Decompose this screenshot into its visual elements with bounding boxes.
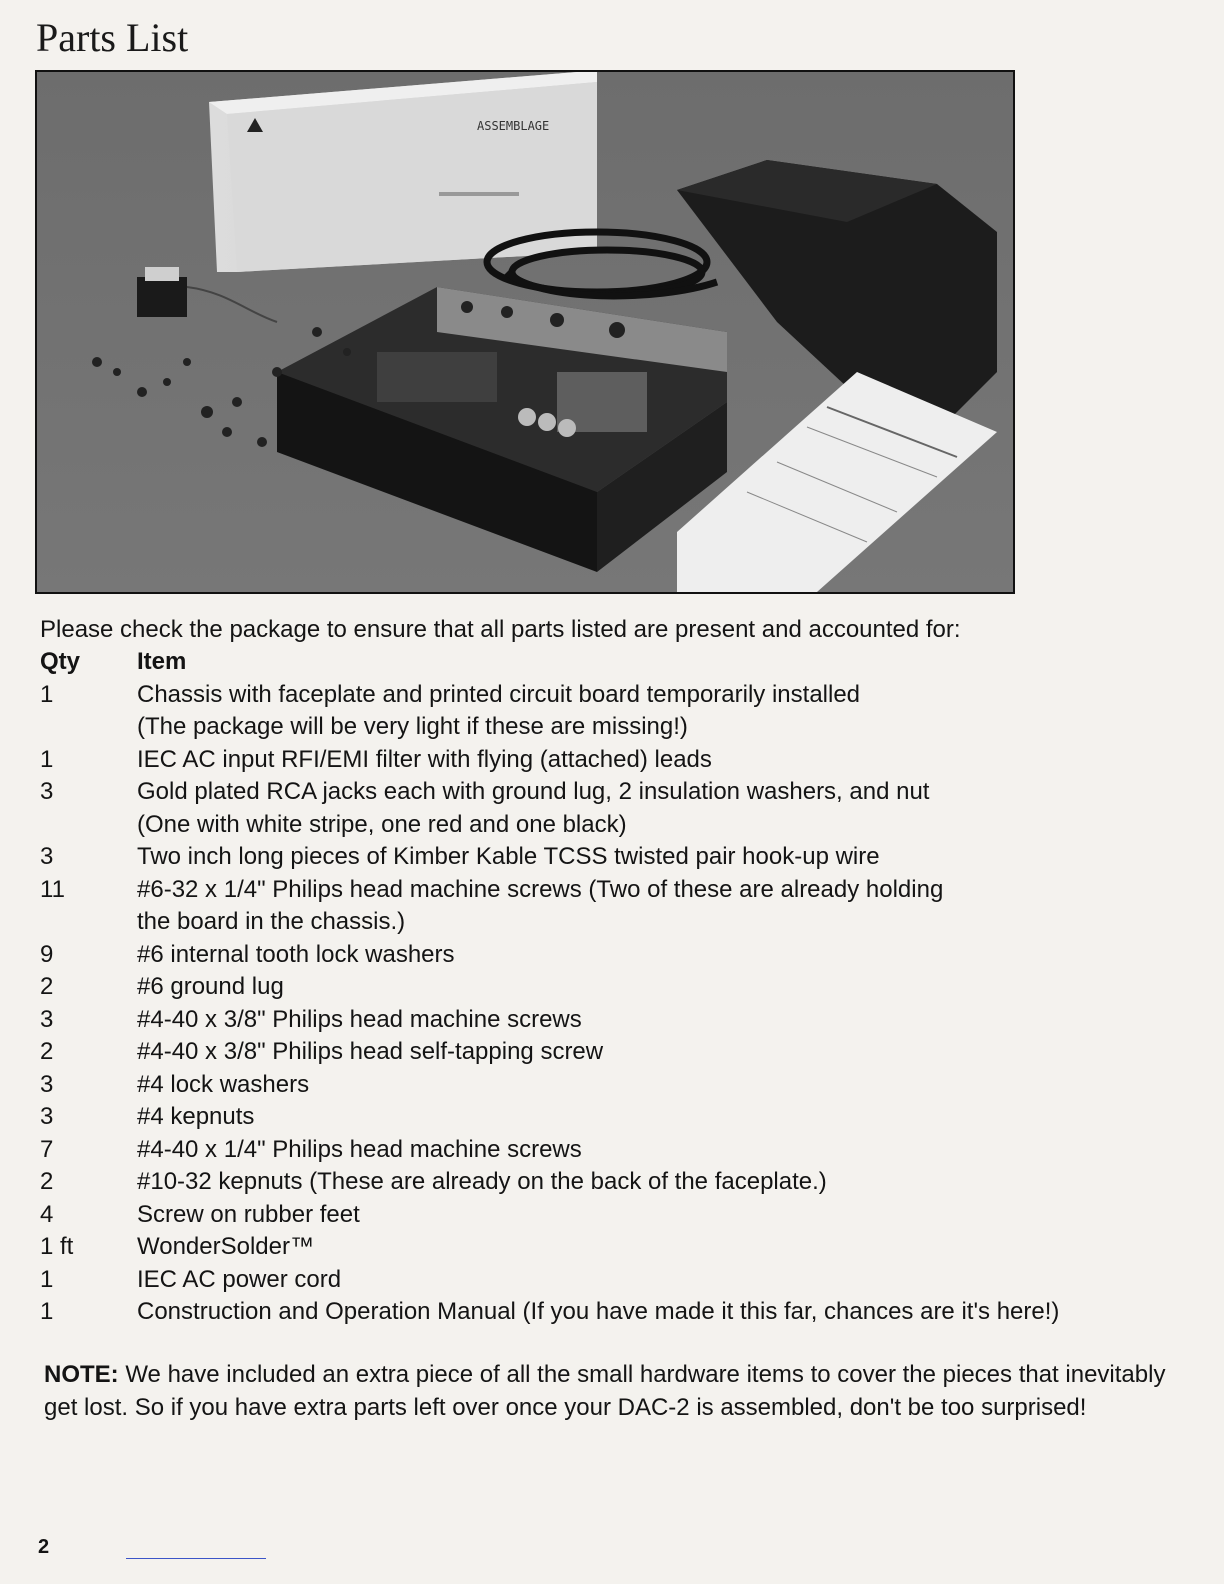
- qty-cell: 3: [40, 843, 54, 870]
- item-cell: #10-32 kepnuts (These are already on the back of the faceplate.): [137, 1168, 827, 1195]
- table-row: [40, 1134, 1200, 1167]
- table-row: [40, 776, 1200, 809]
- table-row: [40, 809, 1200, 842]
- qty-cell: 11: [40, 875, 65, 903]
- page-number: 2: [38, 1536, 50, 1558]
- item-cell: the board in the chassis.): [137, 908, 406, 935]
- qty-cell: 3: [40, 1005, 54, 1033]
- parts-table-header: [40, 646, 1200, 679]
- table-row: [40, 1036, 1200, 1069]
- qty-cell: [40, 809, 137, 842]
- qty-cell: 9: [40, 940, 54, 968]
- qty-cell: 4: [40, 1200, 54, 1228]
- qty-cell: 3: [40, 1103, 54, 1130]
- kit-contents-photo: [35, 70, 1015, 594]
- item-cell: (One with white stripe, one red and one black): [137, 810, 627, 838]
- table-row: [40, 1264, 1200, 1297]
- intro-text: Please check the package to ensure that all parts listed are present and accounted for:: [40, 616, 961, 643]
- table-row: [40, 711, 1200, 744]
- qty-cell: 1 ft: [40, 1233, 74, 1260]
- item-cell: Gold plated RCA jacks each with ground lug, 2 insulation washers, and nut: [137, 778, 930, 805]
- table-row: [40, 939, 1200, 972]
- qty-cell: [40, 711, 137, 744]
- item-cell: #4-40 x 1/4" Philips head machine screws: [137, 1135, 582, 1163]
- item-cell: #4-40 x 3/8" Philips head self-tapping screw: [137, 1038, 604, 1065]
- page-title: Parts List: [36, 15, 189, 60]
- item-header: Item: [137, 648, 187, 675]
- table-row: [40, 1199, 1200, 1232]
- item-cell: #4 lock washers: [137, 1070, 310, 1098]
- table-row: [40, 1166, 1200, 1199]
- item-cell: (The package will be very light if these are missing!): [137, 713, 688, 740]
- table-row: [40, 744, 1200, 777]
- table-row: [40, 1231, 1200, 1264]
- footer-rule: [126, 1558, 266, 1559]
- table-row: [40, 841, 1200, 874]
- item-cell: Two inch long pieces of Kimber Kable TCSS twisted pair hook-up wire: [137, 843, 880, 870]
- qty-cell: 1: [40, 680, 54, 708]
- parts-table: [40, 646, 1200, 1329]
- item-cell: #6 ground lug: [137, 973, 284, 1000]
- item-cell: Construction and Operation Manual (If you have made it this far, chances are it's here!): [137, 1298, 1060, 1325]
- note-text: We have included an extra piece of all the small hardware items to cover the pieces that inevitably get lost. So if you have extra parts left over once your DAC-2 is assembled, don't be too surprised!: [44, 1361, 1166, 1421]
- item-cell: IEC AC input RFI/EMI filter with flying (attached) leads: [137, 745, 712, 773]
- box-label: ASSEMBLAGE: [477, 119, 550, 133]
- qty-cell: 1: [40, 1265, 54, 1293]
- photo-illustration: [37, 72, 1013, 592]
- qty-cell: 3: [40, 1070, 54, 1098]
- table-row: [40, 874, 1200, 907]
- note-label: NOTE:: [44, 1361, 119, 1388]
- item-cell: #4-40 x 3/8" Philips head machine screws: [137, 1005, 582, 1033]
- qty-cell: 1: [40, 745, 54, 773]
- item-cell: Screw on rubber feet: [137, 1200, 360, 1228]
- qty-cell: [40, 906, 137, 939]
- note-paragraph: [44, 1358, 1194, 1424]
- qty-header: Qty: [40, 648, 81, 675]
- table-row: [40, 1069, 1200, 1102]
- item-cell: #4 kepnuts: [137, 1103, 255, 1130]
- table-row: [40, 679, 1200, 712]
- table-row: [40, 1296, 1200, 1329]
- qty-cell: 2: [40, 973, 54, 1000]
- table-row: [40, 1101, 1200, 1134]
- item-cell: IEC AC power cord: [137, 1265, 342, 1293]
- qty-cell: 7: [40, 1135, 54, 1163]
- qty-cell: 3: [40, 778, 54, 805]
- qty-cell: 2: [40, 1168, 54, 1195]
- table-row: [40, 971, 1200, 1004]
- shipping-box: [209, 72, 597, 272]
- table-row: [40, 906, 1200, 939]
- item-cell: WonderSolder™: [137, 1233, 314, 1260]
- item-cell: Chassis with faceplate and printed circuit board temporarily installed: [137, 680, 861, 708]
- qty-cell: 1: [40, 1298, 54, 1325]
- item-cell: #6 internal tooth lock washers: [137, 940, 455, 968]
- item-cell: #6-32 x 1/4" Philips head machine screws (Two of these are already holding: [137, 875, 944, 903]
- qty-cell: 2: [40, 1038, 54, 1065]
- table-row: [40, 1004, 1200, 1037]
